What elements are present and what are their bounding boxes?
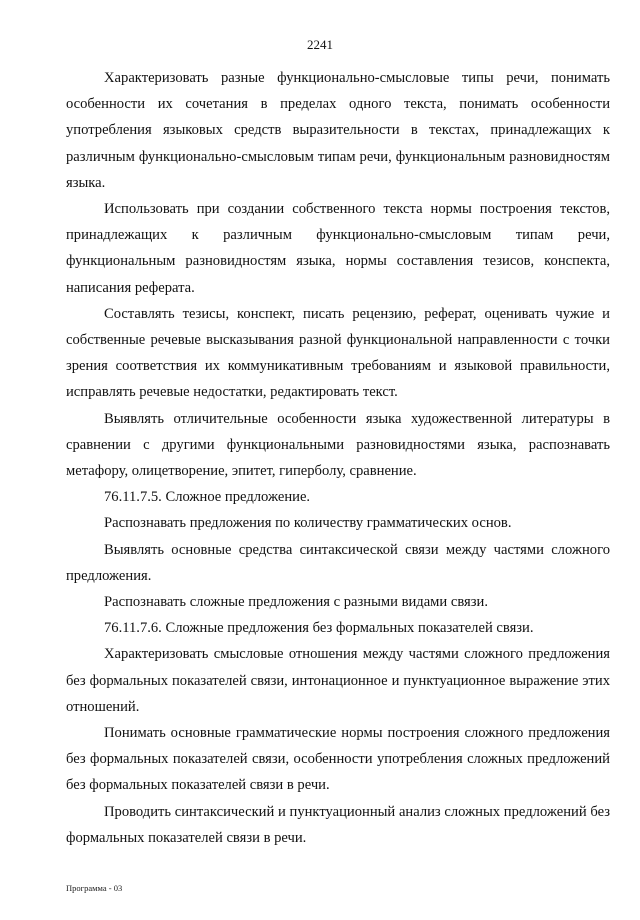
paragraph: Характеризовать разные функционально-смысловые типы речи, понимать особенности их сочетания в пределах одного текста, понимать особенности употребления языковых средств выразительности в текстах, принадлежащих к различным функционально-смысловым типам речи, функциональным разновидностям языка. <box>66 70 610 191</box>
section-heading: 76.11.7.5. Сложное предложение. <box>104 489 311 506</box>
paragraph: Распознавать сложные предложения с разными видами связи. <box>104 594 488 611</box>
section-heading: 76.11.7.6. Сложные предложения без формальных показателей связи. <box>104 620 534 637</box>
paragraph: Использовать при создании собственного текста нормы построения текстов, принадлежащих к различным функционально-смысловым типам речи, функциональным разновидностям языка, нормы составления тезисов, конспекта, написания реферата. <box>66 201 610 296</box>
paragraph: Распознавать предложения по количеству грамматических основ. <box>104 515 512 532</box>
paragraph: Составлять тезисы, конспект, писать рецензию, реферат, оценивать чужие и собственные речевые высказывания разной функциональной направленности с точки зрения соответствия их коммуникативным требованиям и языковой правильности, исправлять речевые недостатки, редактировать текст. <box>66 305 610 401</box>
paragraph: Понимать основные грамматические нормы построения сложного предложения без формальных показателей связи, особенности употребления сложных предложений без формальных показателей связи в речи. <box>66 725 610 794</box>
document-body <box>66 65 610 851</box>
paragraph: Выявлять основные средства синтаксической связи между частями сложного предложения. <box>66 541 610 584</box>
paragraph: Проводить синтаксический и пунктуационный анализ сложных предложений без формальных показателей связи в речи. <box>66 803 610 846</box>
page-footer: Программа - 03 <box>66 883 123 893</box>
paragraph: Выявлять отличительные особенности языка художественной литературы в сравнении с другими функциональными разновидностями языка, распознавать метафору, олицетворение, эпитет, гиперболу, сравнение. <box>66 410 610 480</box>
paragraph: Характеризовать смысловые отношения между частями сложного предложения без формальных показателей связи, интонационное и пунктуационное выражение этих отношений. <box>66 646 610 715</box>
page-number: 2241 <box>307 37 333 52</box>
